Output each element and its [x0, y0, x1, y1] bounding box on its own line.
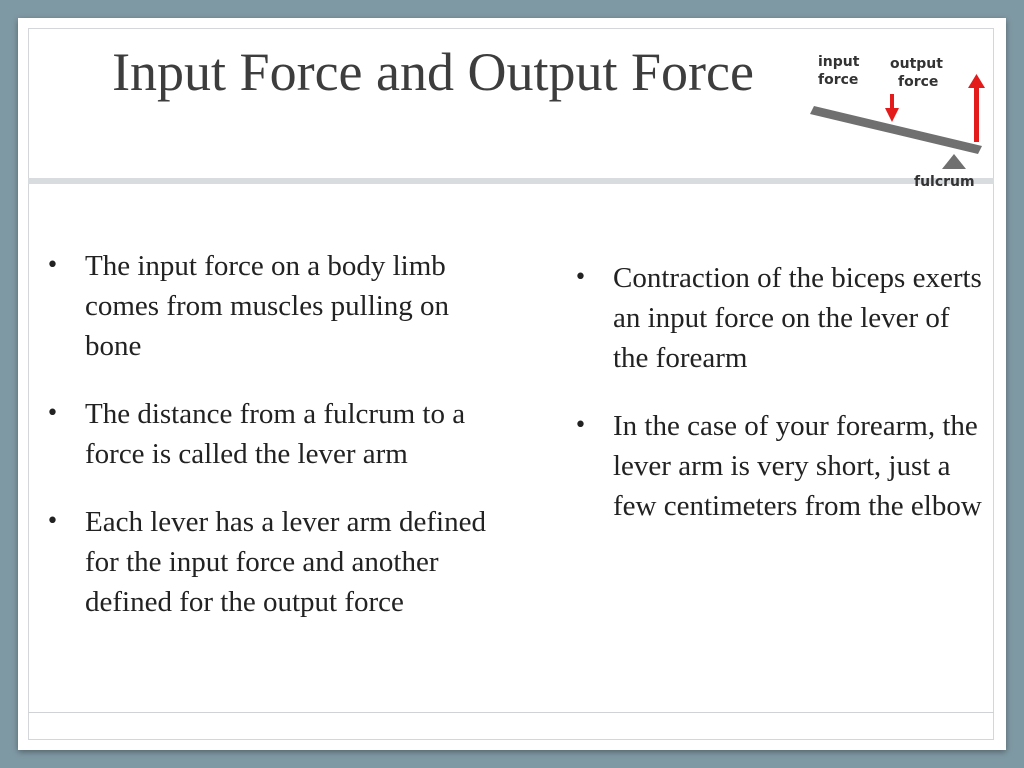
fulcrum-label: fulcrum — [914, 174, 975, 190]
right-bullet-item: • Contraction of the biceps exerts an input force on the lever of the forearm — [570, 258, 990, 378]
lever-diagram — [794, 34, 994, 190]
input-force-label-line2: force — [818, 72, 859, 88]
input-force-label-line1: input — [818, 54, 860, 70]
left-bullet-item: • Each lever has a lever arm defined for the input force and another defined for the output force — [42, 502, 512, 622]
input-force-arrow-icon — [885, 94, 899, 122]
right-bullet-list — [570, 258, 990, 554]
slide-title: Input Force and Output Force — [112, 42, 754, 102]
right-bullet-item: • In the case of your forearm, the lever arm is very short, just a few centimeters from the elbow — [570, 406, 990, 526]
footer-separator — [28, 712, 994, 713]
title-separator — [28, 178, 994, 184]
left-bullet-item: • The distance from a fulcrum to a force is called the lever arm — [42, 394, 512, 474]
left-bullet-list — [42, 246, 512, 650]
output-force-label-line1: output — [890, 56, 943, 72]
fulcrum-triangle — [942, 154, 966, 169]
output-force-label-line2: force — [898, 74, 939, 90]
slide — [18, 18, 1006, 750]
output-force-arrow-icon — [968, 74, 985, 142]
left-bullet-item: • The input force on a body limb comes from muscles pulling on bone — [42, 246, 512, 366]
